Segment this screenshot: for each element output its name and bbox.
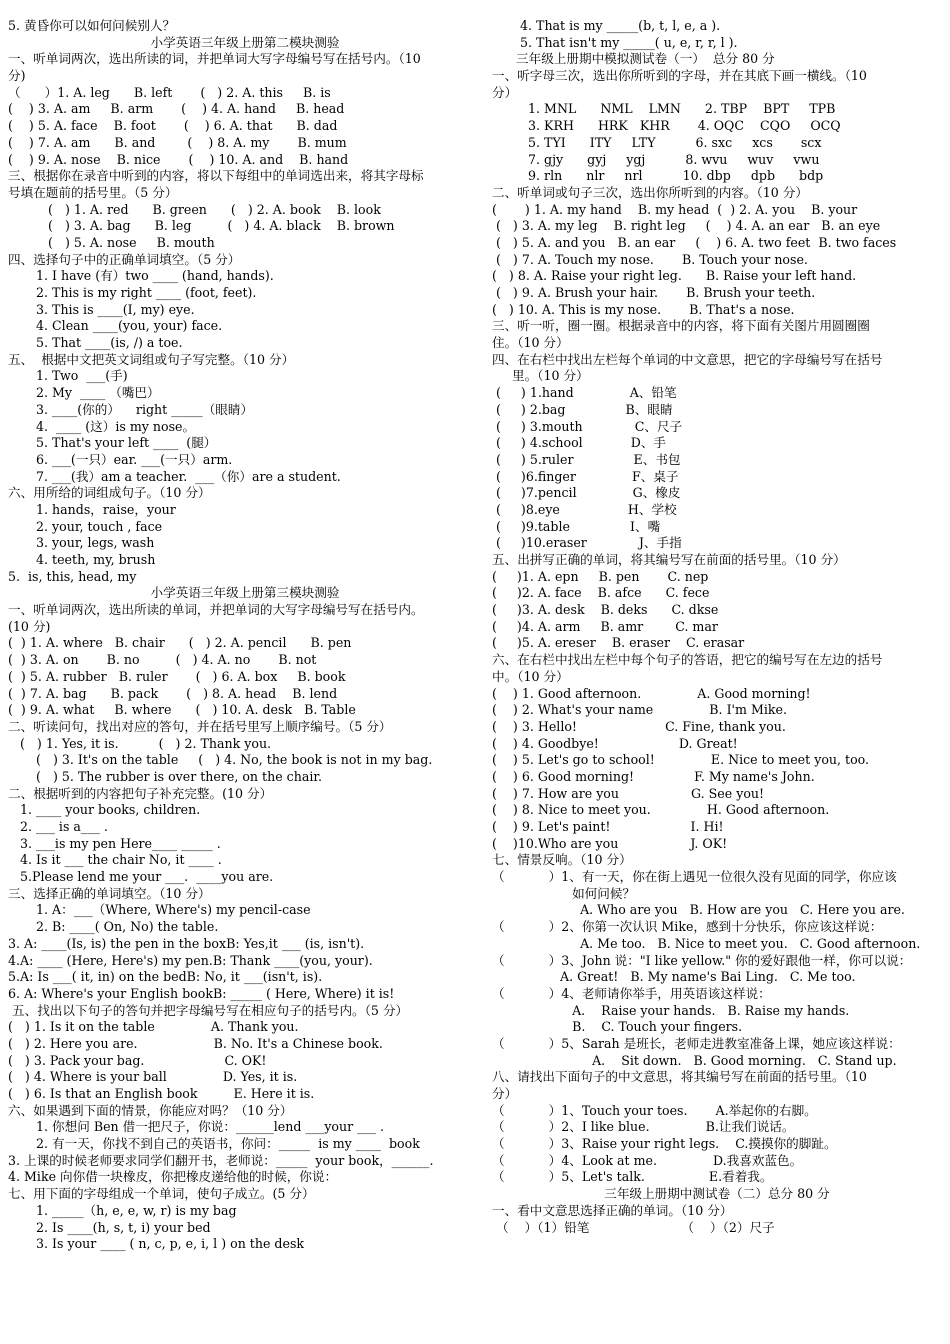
left-column [8, 18, 482, 1253]
text-line: 5.Please lend me your ___. ____you are. [8, 869, 274, 885]
text-line: 1. ____ your books, children. [8, 802, 201, 818]
text-line: ( )5. A. ereser B. eraser C. erasar [492, 635, 745, 651]
text-line: （ ）4、Look at me. D.我喜欢蓝色。 [492, 1152, 803, 1168]
text-line: ( ) 2. Here you are. B. No. It's a Chinese book. [8, 1035, 383, 1051]
text-line: 2. your, touch , face [8, 518, 163, 534]
text-line: (10 分) [8, 618, 51, 634]
text-line: ( )4. A. arm B. amr C. mar [492, 618, 718, 634]
text-line: ( )3. A. desk B. deks C. dkse [492, 602, 719, 618]
text-line: A. Raise your hands. B. Raise my hands. [492, 1002, 850, 1018]
text-line: 4. Clean ____(you, your) face. [8, 318, 223, 334]
text-line: （ ）1. A. leg B. left ( ) 2. A. this B. is [8, 84, 331, 100]
text-line: 4. ____ (这）is my nose。 [8, 418, 196, 434]
text-line: 中。（10 分） [492, 668, 569, 684]
text-line: ( ) 7. A. Touch my nose. B. Touch your nose. [492, 251, 808, 267]
text-line: ( ) 3. Pack your bag. C. OK! [8, 1052, 267, 1068]
text-line: A. Sit down. B. Good morning. C. Stand up. [492, 1052, 897, 1068]
text-line: 5. That isn't my _____( u, e, r, r, l ). [492, 34, 738, 50]
text-line: ( ) 4.school D、手 [492, 435, 667, 451]
text-line: 一、听单词两次，选出所读的单词，并把单词的大写字母编号写在括号内。 [8, 602, 424, 618]
text-line: 如何问候？ [492, 885, 636, 901]
text-line: 7. gjy gyj ygj 8. wvu wuv vwu [492, 151, 820, 167]
text-line: 三、根据你在录音中听到的内容，将以下每组中的单词选出来，将其字母标 [8, 168, 424, 184]
text-line: 5. is, this, head, my [8, 568, 137, 584]
text-line: ( ) 5. A. and you B. an ear ( ) 6. A. two feet B. two faces [492, 234, 897, 250]
text-line: ( ) 1.hand A、铅笔 [492, 385, 677, 401]
text-line: ( ) 4. Where is your ball D. Yes, it is. [8, 1069, 298, 1085]
text-line: （ ）5、Sarah 是班长，老师走进教室准备上课，她应该这样说： [492, 1035, 901, 1051]
text-line: A. Who are you B. How are you C. Here you are. [492, 902, 905, 918]
text-line: 二、听单词或句子三次，选出你所听到的内容。（10 分） [492, 184, 808, 200]
text-line: 4.A: ____ (Here, Here's) my pen.B: Thank ____(you, your). [8, 952, 373, 968]
text-line: 二、听读问句，找出对应的答句，并在括号里写上顺序编号。（5 分） [8, 718, 392, 734]
text-line: ( ) 7. A. am B. and ( ) 8. A. my B. mum [8, 134, 347, 150]
text-line: ( ) 3. A. my leg B. right leg ( ) 4. A. an ear B. an eye [492, 218, 881, 234]
text-line: 4. teeth, my, brush [8, 552, 156, 567]
text-line: ( ) 5. A. rubber B. ruler ( ) 6. A. box B. book [8, 668, 346, 684]
text-line: B. C. Touch your fingers. [492, 1019, 743, 1035]
text-line: ( ) 9. A. nose B. nice ( ) 10. A. and B. hand [8, 151, 349, 167]
text-line: ( ) 3.mouth C、尺子 [492, 418, 683, 434]
text-line: 4. That is my _____(b, t, l, e, a ). [492, 18, 721, 33]
text-line: ( ) 6. Is that an English book E. Here it is. [8, 1086, 315, 1101]
text-line: 4. Mike 向你借一块橡皮，你把橡皮递给他的时候，你说： [8, 1169, 338, 1185]
text-line: 一、听单词两次，选出所读的词，并把单词大写字母编号写在括号内。（10 [8, 51, 421, 67]
text-line: 一、看中文意思选择正确的单词。（10 分） [492, 1202, 733, 1218]
text-line: 4. Is it ___ the chair No, it ____ . [8, 852, 222, 868]
text-line: 三、听一听，圈一圈。根据录音中的内容，将下面有关图片用圆圈圈 [492, 318, 870, 334]
text-line: （ ）3、Raise your right legs. C.摸摸你的脚趾。 [492, 1136, 837, 1152]
text-line: 5.A: Is ___( it, in) on the bedB: No, it ___(isn't, is). [8, 969, 323, 985]
text-line: 1. A：___（Where, Where's) my pencil-case [8, 902, 311, 918]
text-line: 五、出拼写正确的单词，将其编号写在前面的括号里。（10 分） [492, 552, 846, 567]
text-line: 3. This is ____(I, my) eye. [8, 301, 195, 317]
text-line: 小学英语三年级上册第二模块测验 [150, 34, 340, 50]
text-line: 1. Two ___(手) [8, 368, 128, 384]
text-line: ( ) 5. Let's go to school! E. Nice to meet you, too. [492, 752, 870, 768]
text-line: 七、情景反响。（10 分） [492, 852, 632, 868]
text-line: ( )8.eye H、学校 [492, 501, 677, 517]
text-line: 5. TYI ITY LTY 6. sxc xcs scx [492, 134, 822, 150]
text-line: （ ）5、Let's talk. E.看着我。 [492, 1169, 773, 1185]
text-line: ( ) 3. A. am B. arm ( ) 4. A. hand B. head [8, 101, 345, 117]
text-line: 2. 有一天，你找不到自己的英语书，你问：_____ is my ____ book [8, 1136, 420, 1152]
text-line: A. Great! B. My name's Bai Ling. C. Me too. [492, 969, 856, 985]
text-line: ( )9.table I、嘴 [492, 518, 661, 534]
text-line: （ ）2、I like blue. B.让我们说话。 [492, 1119, 795, 1135]
text-line: ( ) 2.bag B、眼睛 [492, 401, 673, 417]
text-line: 分） [492, 1086, 518, 1101]
text-line: 三、选择正确的单词填空。（10 分） [8, 885, 211, 901]
text-line: 六、用所给的词组成句子。（10 分） [8, 485, 211, 501]
right-column [492, 18, 942, 1236]
text-line: ( )10.eraser J、手指 [492, 535, 682, 551]
text-line: 3. KRH HRK KHR 4. OQC CQO OCQ [492, 118, 841, 134]
text-line: ( ) 4. Goodbye! D. Great! [492, 735, 738, 751]
text-line: 2. This is my right ____ (foot, feet). [8, 285, 257, 300]
text-line: （ ）4、老师请你举手，用英语该这样说： [492, 985, 771, 1001]
text-line: ( ) 5.ruler E、书包 [492, 451, 681, 467]
text-line: 2. Is ____(h, s, t, i) your bed [8, 1219, 211, 1235]
text-line: 1. _____（h, e, e, w, r) is my bag [8, 1202, 237, 1218]
text-line: （ ）3、John 说："I like yellow." 你的爱好跟他一样，你可以说： [492, 952, 912, 968]
text-line: ( ) 3. A. bag B. leg ( ) 4. A. black B. brown [8, 218, 395, 234]
text-line: ( ) 7. A. bag B. pack ( ) 8. A. head B. lend [8, 685, 338, 701]
text-line: 分) [8, 68, 26, 84]
text-line: 3. A: ____(Is, is) the pen in the boxB: Yes,it ___ (is, isn't). [8, 935, 365, 951]
text-line: ( ) 8. A. Raise your right leg. B. Raise your left hand. [492, 268, 857, 284]
text-line: 1. MNL NML LMN 2. TBP BPT TPB [492, 101, 836, 117]
text-line: ( ) 1. Good afternoon. A. Good morning! [492, 685, 811, 701]
text-line: ( )1. A. epn B. pen C. nep [492, 568, 709, 584]
text-line: A. Me too. B. Nice to meet you. C. Good afternoon. [492, 935, 921, 951]
text-line: 2. B: ____( On, No) the table. [8, 919, 219, 935]
text-line: ( )6.finger F、桌子 [492, 468, 679, 484]
text-line: 5. That's your left ____ (腿） [8, 435, 217, 451]
text-line: 3. Is your ____ ( n, c, p, e, i, l ) on the desk [8, 1236, 305, 1252]
text-line: 四、在右栏中找出左栏每个单词的中文意思，把它的字母编号写在括号 [492, 351, 883, 367]
text-line: ( ) 5. A. face B. foot ( ) 6. A. that B. dad [8, 118, 338, 134]
text-line: 3. ___is my pen Here____ _____ . [8, 835, 221, 851]
text-line: 1. I have (有）two ____ (hand, hands). [8, 268, 274, 284]
text-line: ( ) 1. A. my hand B. my head ( ) 2. A. you B. your [492, 201, 858, 217]
text-line: 三年级上册期中模拟测试卷（一） 总分 80 分 [492, 51, 775, 67]
text-line: ( ) 5. The rubber is over there, on the chair. [8, 768, 323, 784]
text-line: （ ）2、你第一次认识 Mike，感到十分快乐，你应该这样说： [492, 919, 883, 935]
text-line: 一、听字母三次，选出你所听到的字母，并在其底下画一横线。（10 [492, 68, 867, 84]
text-line: 1. hands，raise，your [8, 501, 176, 517]
text-line: 3. your, legs, wash [8, 535, 155, 551]
text-line: ( ) 8. Nice to meet you. H. Good afternoon. [492, 802, 830, 818]
text-line: 八、请找出下面句子的中文意思，将其编号写在前面的括号里。（10 [492, 1069, 867, 1085]
text-line: ( ) 9. A. what B. where ( ) 10. A. desk B. Table [8, 702, 356, 718]
text-line: 2. My ____ （嘴巴） [8, 385, 160, 401]
text-line: ( ) 10. A. This is my nose. B. That's a nose. [492, 301, 795, 317]
text-line: ( )10.Who are you J. OK! [492, 835, 728, 851]
text-line: ( ) 7. How are you G. See you! [492, 785, 765, 801]
text-line: ( )2. A. face B. afce C. fece [492, 585, 710, 601]
text-line: 住。（10 分） [492, 335, 569, 351]
text-line: 五、 根据中文把英文词组或句子写完整。（10 分） [8, 351, 295, 367]
text-line: 6. A: Where's your English bookB: _____ ( Here, Where) it is! [8, 985, 395, 1001]
text-line: 5. 黄昏你可以如何问候别人？ [8, 18, 176, 33]
text-line: （ ）（1）铅笔 （ ）（2）尺子 [492, 1219, 775, 1235]
text-line: 六、在右栏中找出左栏中每个句子的答语，把它的编号写在左边的括号 [492, 652, 883, 668]
text-line: 五、找出以下句子的答句并把字母编号写在相应句子的括号内。（5 分） [8, 1002, 409, 1018]
text-line: 6. ___(一只）ear. ___(一只）arm. [8, 451, 233, 467]
text-line: ( ) 3. It's on the table ( ) 4. No, the book is not in my bag. [8, 752, 433, 768]
text-line: 3. ____(你的） right _____（眼睛） [8, 401, 254, 417]
text-line: ( ) 9. A. Brush your hair. B. Brush your teeth. [492, 285, 816, 300]
text-line: 9. rln nlr nrl 10. dbp dpb bdp [492, 168, 824, 184]
text-line: 六、如果遇到下面的情景，你能应对吗？（10 分） [8, 1102, 293, 1118]
text-line: 7. ___(我）am a teacher. ___（你）are a student. [8, 468, 341, 484]
text-line: ( ) 1. Is it on the table A. Thank you. [8, 1019, 299, 1035]
text-line: ( ) 2. What's your name B. I'm Mike. [492, 702, 787, 718]
text-line: 号填在题前的括号里。（5 分） [8, 184, 178, 200]
text-line: ( ) 1. Yes, it is. ( ) 2. Thank you. [8, 735, 272, 751]
text-line: 七、用下面的字母组成一个单词，使句子成立。(5 分） [8, 1186, 315, 1202]
text-line: ( ) 6. Good morning! F. My name's John. [492, 768, 815, 784]
text-line: 里。（10 分） [492, 368, 589, 384]
text-line: （ ）1、有一天，你在街上遇见一位很久没有见面的同学，你应该 [492, 869, 897, 885]
text-line: ( ) 1. A. red B. green ( ) 2. A. book B. look [8, 201, 381, 217]
text-line: ( )7.pencil G、橡皮 [492, 485, 681, 501]
text-line: 小学英语三年级上册第三模块测验 [150, 585, 340, 601]
text-line: 3. 上课的时候老师要求同学们翻开书，老师说：_____ your book，______. [8, 1152, 434, 1168]
text-line: ( ) 3. A. on B. no ( ) 4. A. no B. not [8, 652, 317, 668]
text-line: ( ) 5. A. nose B. mouth [8, 234, 215, 250]
text-line: 1. 你想问 Ben 借一把尺子，你说：______lend ___your ___ . [8, 1119, 385, 1135]
text-line: （ ）1、Touch your toes. A.举起你的右脚。 [492, 1102, 817, 1118]
text-line: 三年级上册期中测试卷（二）总分 80 分 [604, 1186, 830, 1202]
text-line: ( ) 1. A. where B. chair ( ) 2. A. pencil B. pen [8, 635, 352, 651]
text-line: 2. ___ is a___ . [8, 819, 108, 834]
text-line: 二、根据听到的内容把句子补充完整。(10 分） [8, 785, 273, 801]
text-line: 四、选择句子中的正确单词填空。（5 分） [8, 251, 241, 267]
text-line: 5. That ____(is, /) a toe. [8, 335, 183, 351]
text-line: ( ) 9. Let's paint! I. Hi! [492, 819, 724, 834]
text-line: ( ) 3. Hello! C. Fine, thank you. [492, 718, 786, 734]
text-line: 分） [492, 84, 518, 100]
